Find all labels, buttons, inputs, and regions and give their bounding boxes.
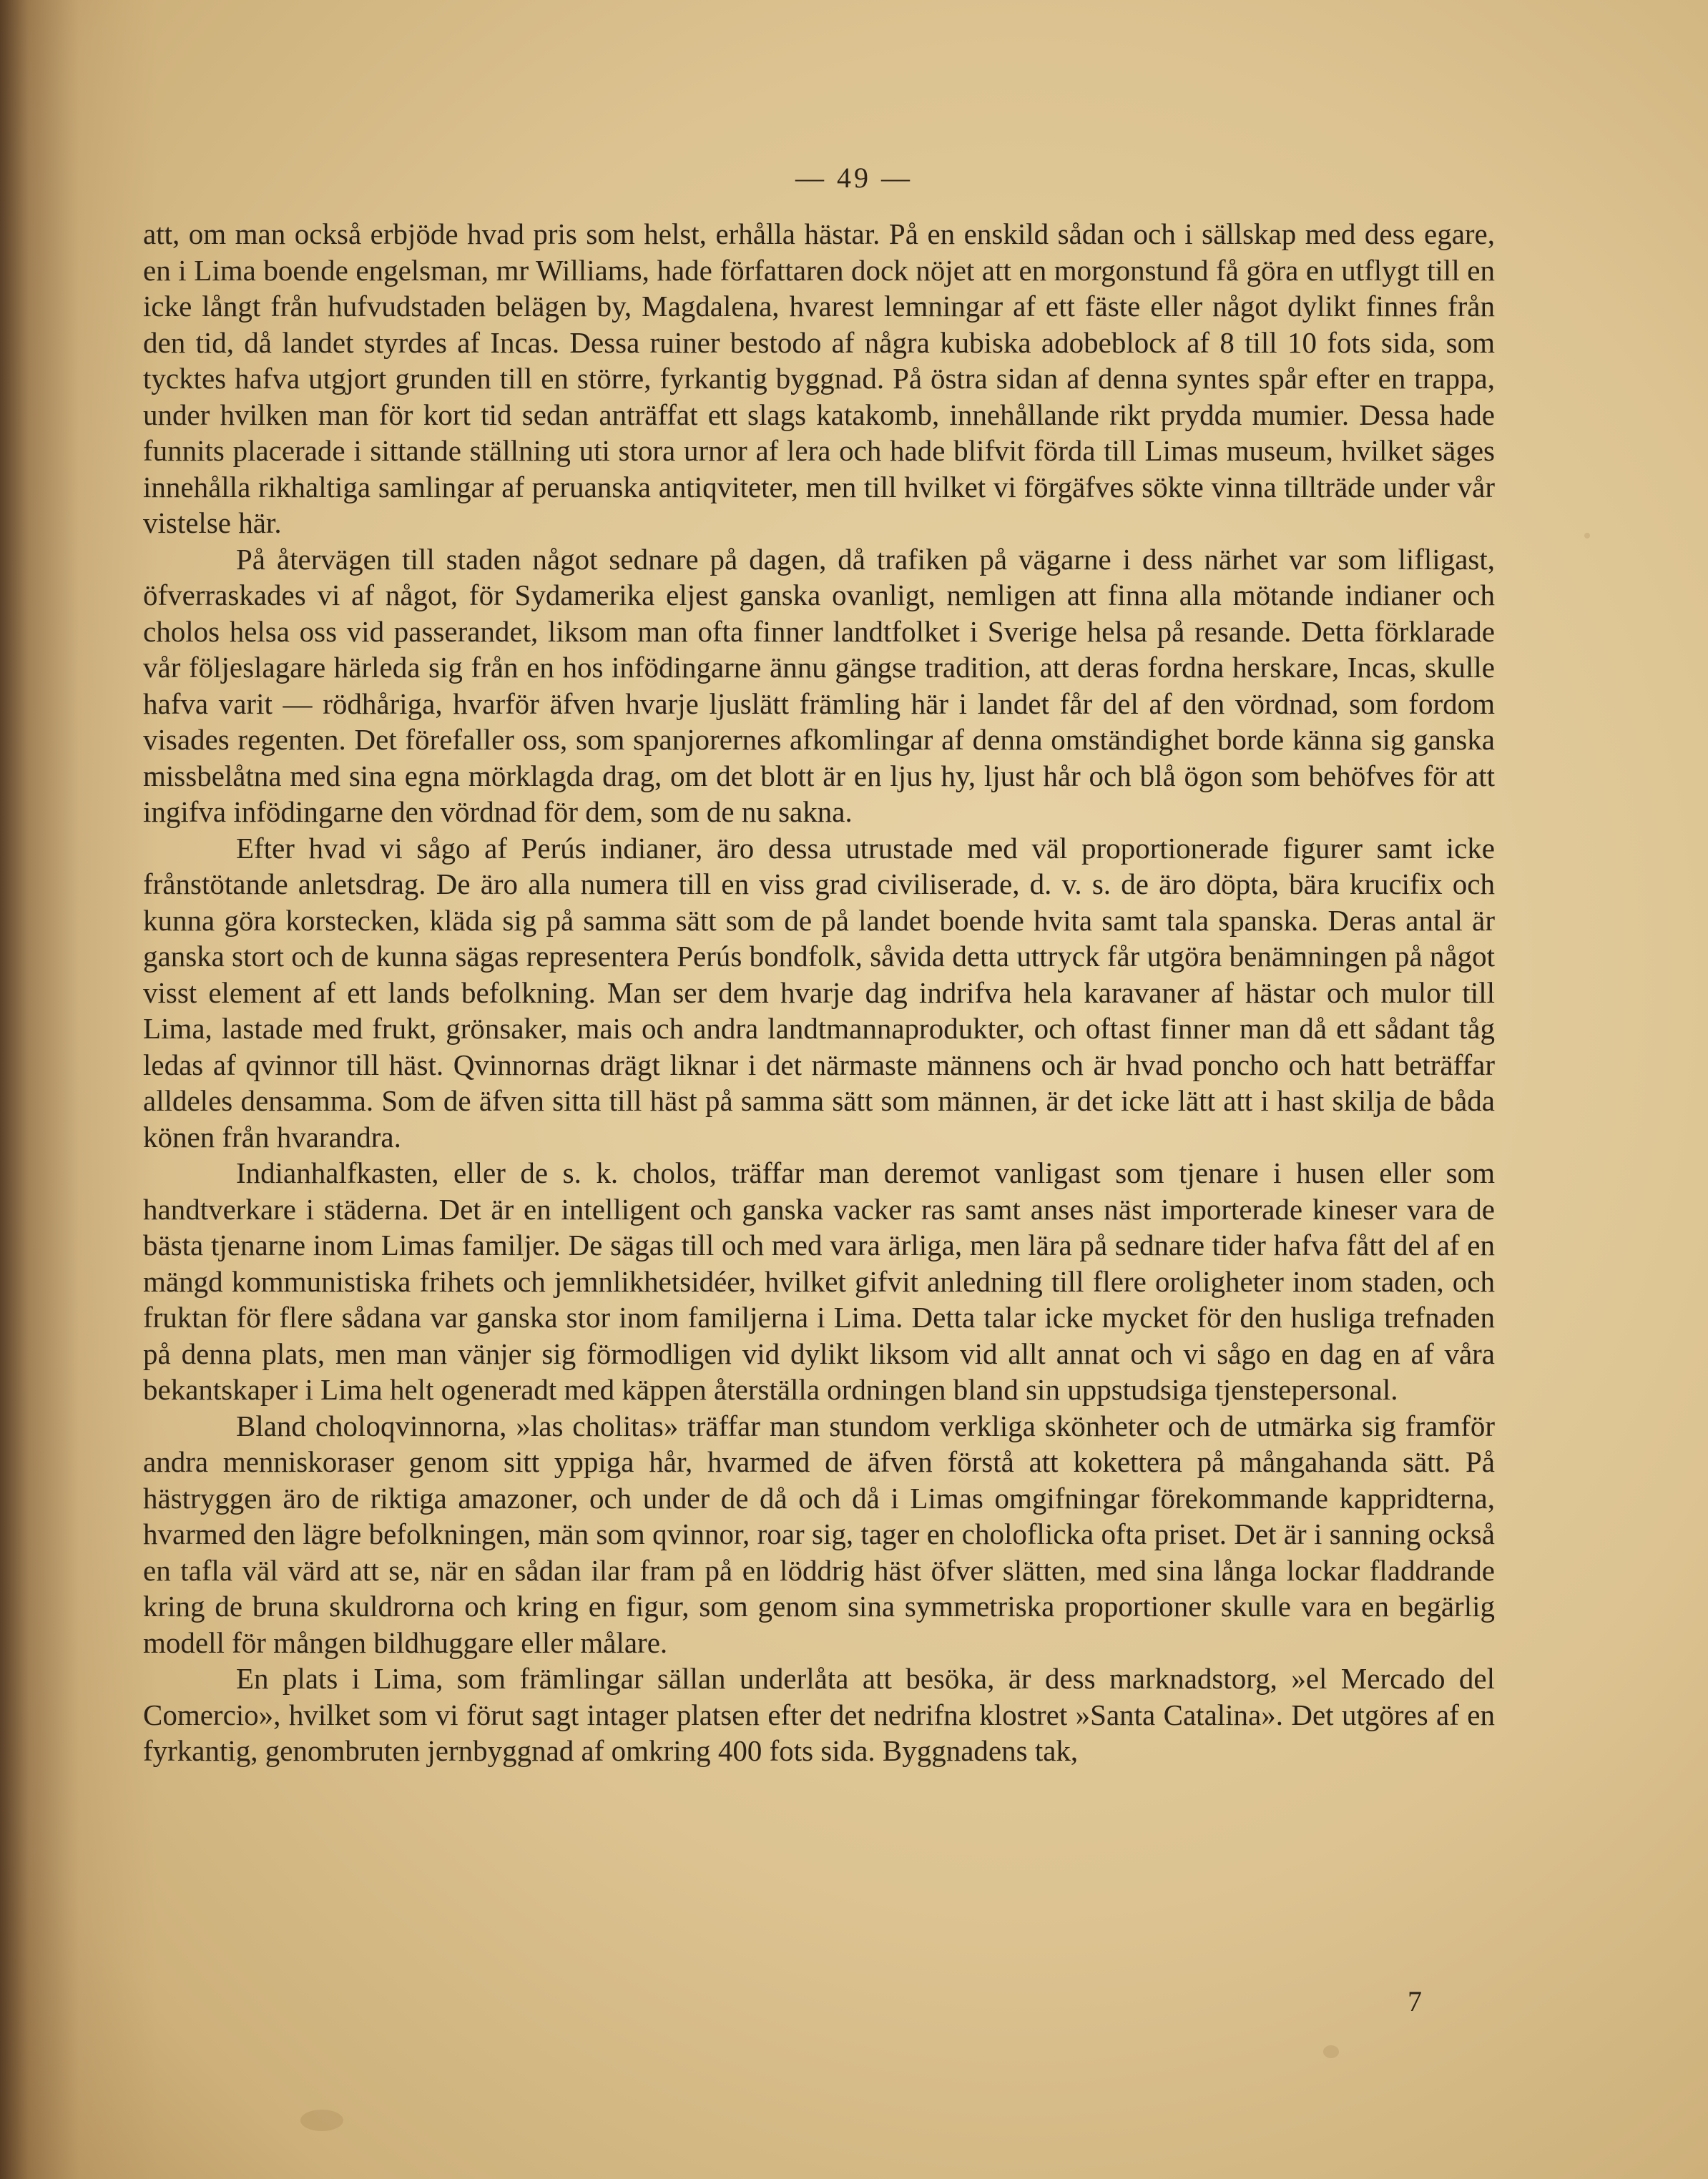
paragraph: Efter hvad vi sågo af Perús indianer, äro dessa utrustade med väl proportionerade figurer samt icke frånstötande anletsdrag. De äro alla numera till en viss grad civiliserade, d. v. s. de äro döpta, bära krucifix och kunna göra korstecken, kläda sig på samma sätt som de på landet boende hvita samt tala spanska. Deras antal är ganska stort och de kunna sägas representera Perús bondfolk, såvida detta uttryck får utgöra benämningen på något visst element af ett lands befolkning. Man ser dem hvarje dag indrifva hela karavaner af hästar och mulor till Lima, lastade med frukt, grönsaker, mais och andra landtmannaprodukter, och oftast finner man då ett sådant tåg ledas af qvinnor till häst. Qvinnornas drägt liknar i det närmaste männens och är hvad poncho och hatt beträffar alldeles densamma. Som de äfven sitta till häst på samma sätt som männen, är det icke lätt att i hast skilja de båda könen från hvarandra. [143, 831, 1495, 1154]
page-number: — 49 — [795, 162, 913, 194]
signature-mark: 7 [1408, 1985, 1422, 2017]
paper-stain [300, 2110, 343, 2131]
paragraph: På återvägen till staden något sednare på dagen, då trafiken på vägarne i dess närhet var som lifligast, öfverraskades vi af något, för Sydamerika eljest ganska ovanligt, nemligen att finna alla mötande indianer och cholos helsa oss vid passerandet, liksom man ofta finner landtfolket i Sverige helsa på resande. Detta förklarade vår följeslagare härleda sig från en hos infödingarne ännu gängse tradition, att deras fordna herskare, Incas, skulle hafva varit — rödhåriga, hvarför äfven hvarje ljuslätt främling här i landet får del af den vördnad, som fordom visades regenten. Det förefaller oss, som spanjorernes afkomlingar af denna omständighet borde känna sig ganska missbelåtna med sina egna mörklagda drag, om det blott är en ljus hy, ljust hår och blå ögon som behöfves för att ingifva infödingarne den vördnad för dem, som de nu sakna. [143, 542, 1495, 828]
paper-stain [1584, 533, 1590, 538]
paragraph: En plats i Lima, som främlingar sällan underlåta att besöka, är dess marknadstorg, »el Mercado del Comercio», hvilket som vi förut sagt intager platsen efter det nedrifna klostret »Santa Catalina». Det utgöres af en fyrkantig, genombruten jernbyggnad af omkring 400 fots sida. Byggnadens tak, [143, 1662, 1495, 1767]
paper-stain [1323, 2045, 1339, 2058]
paragraph: att, om man också erbjöde hvad pris som helst, erhålla hästar. På en enskild sådan och i sällskap med dess egare, en i Lima boende engelsman, mr Williams, hade författaren dock nöjet att en morgonstund få göra en utflygt till en icke långt från hufvudstaden belägen by, Magdalena, hvarest lemningar af ett fäste eller något dylikt finnes från den tid, då landet styrdes af Incas. Dessa ruiner bestodo af några kubiska adobeblock af 8 till 10 fots sida, som tycktes hafva utgjort grunden till en större, fyrkantig byggnad. På östra sidan af denna syntes spår efter en trappa, under hvilken man för kort tid sedan anträffat ett slags katakomb, innehållande rikt prydda mumier. Dessa hade funnits placerade i sittande ställning uti stora urnor af lera och hade blifvit förda till Limas museum, hvilket säges innehålla rikhaltiga samlingar af peruanska antiqviteter, men till hvilket vi förgäfves sökte vinna tillträde under vår vistelse här. [143, 217, 1495, 539]
paragraph: Bland choloqvinnorna, »las cholitas» träffar man stundom verkliga skönheter och de utmärka sig framför andra menniskoraser genom sitt yppiga hår, hvarmed de äfven förstå att kokettera på mångahanda sätt. På hästryggen äro de riktiga amazoner, och under de då och då i Limas omgifningar förekommande kappridterna, hvarmed den lägre befolkningen, män som qvinnor, roar sig, tager en choloflicka ofta priset. Det är i sanning också en tafla väl värd att se, när en sådan ilar fram på en löddrig häst öfver slätten, med sina långa lockar fladdrande kring de bruna skuldrorna och kring en figur, som genom sina symmetriska proportioner skulle vara en begärlig modell för mången bildhuggare eller målare. [143, 1409, 1495, 1659]
body-text [143, 216, 1495, 1769]
paragraph: Indianhalfkasten, eller de s. k. cholos, träffar man deremot vanligast som tjenare i husen eller som handtverkare i städerna. Det är en intelligent och ganska vacker ras samt anses näst importerade kineser vara de bästa tjenarne inom Limas familjer. De sägas till och med vara ärliga, men lära på sednare tider hafva fått del af en mängd kommunistiska frihets och jemnlikhetsidéer, hvilket gifvit anledning till flere oroligheter inom staden, och fruktan för flere sådana var ganska stor inom familjerna i Lima. Detta talar icke mycket för den husliga trefnaden på denna plats, men man vänjer sig förmodligen vid dylikt liksom vid allt annat och vi sågo en dag en af våra bekantskaper i Lima helt ogeneradt med käppen återställa ordningen bland sin uppstudsiga tjenstepersonal. [143, 1156, 1495, 1406]
